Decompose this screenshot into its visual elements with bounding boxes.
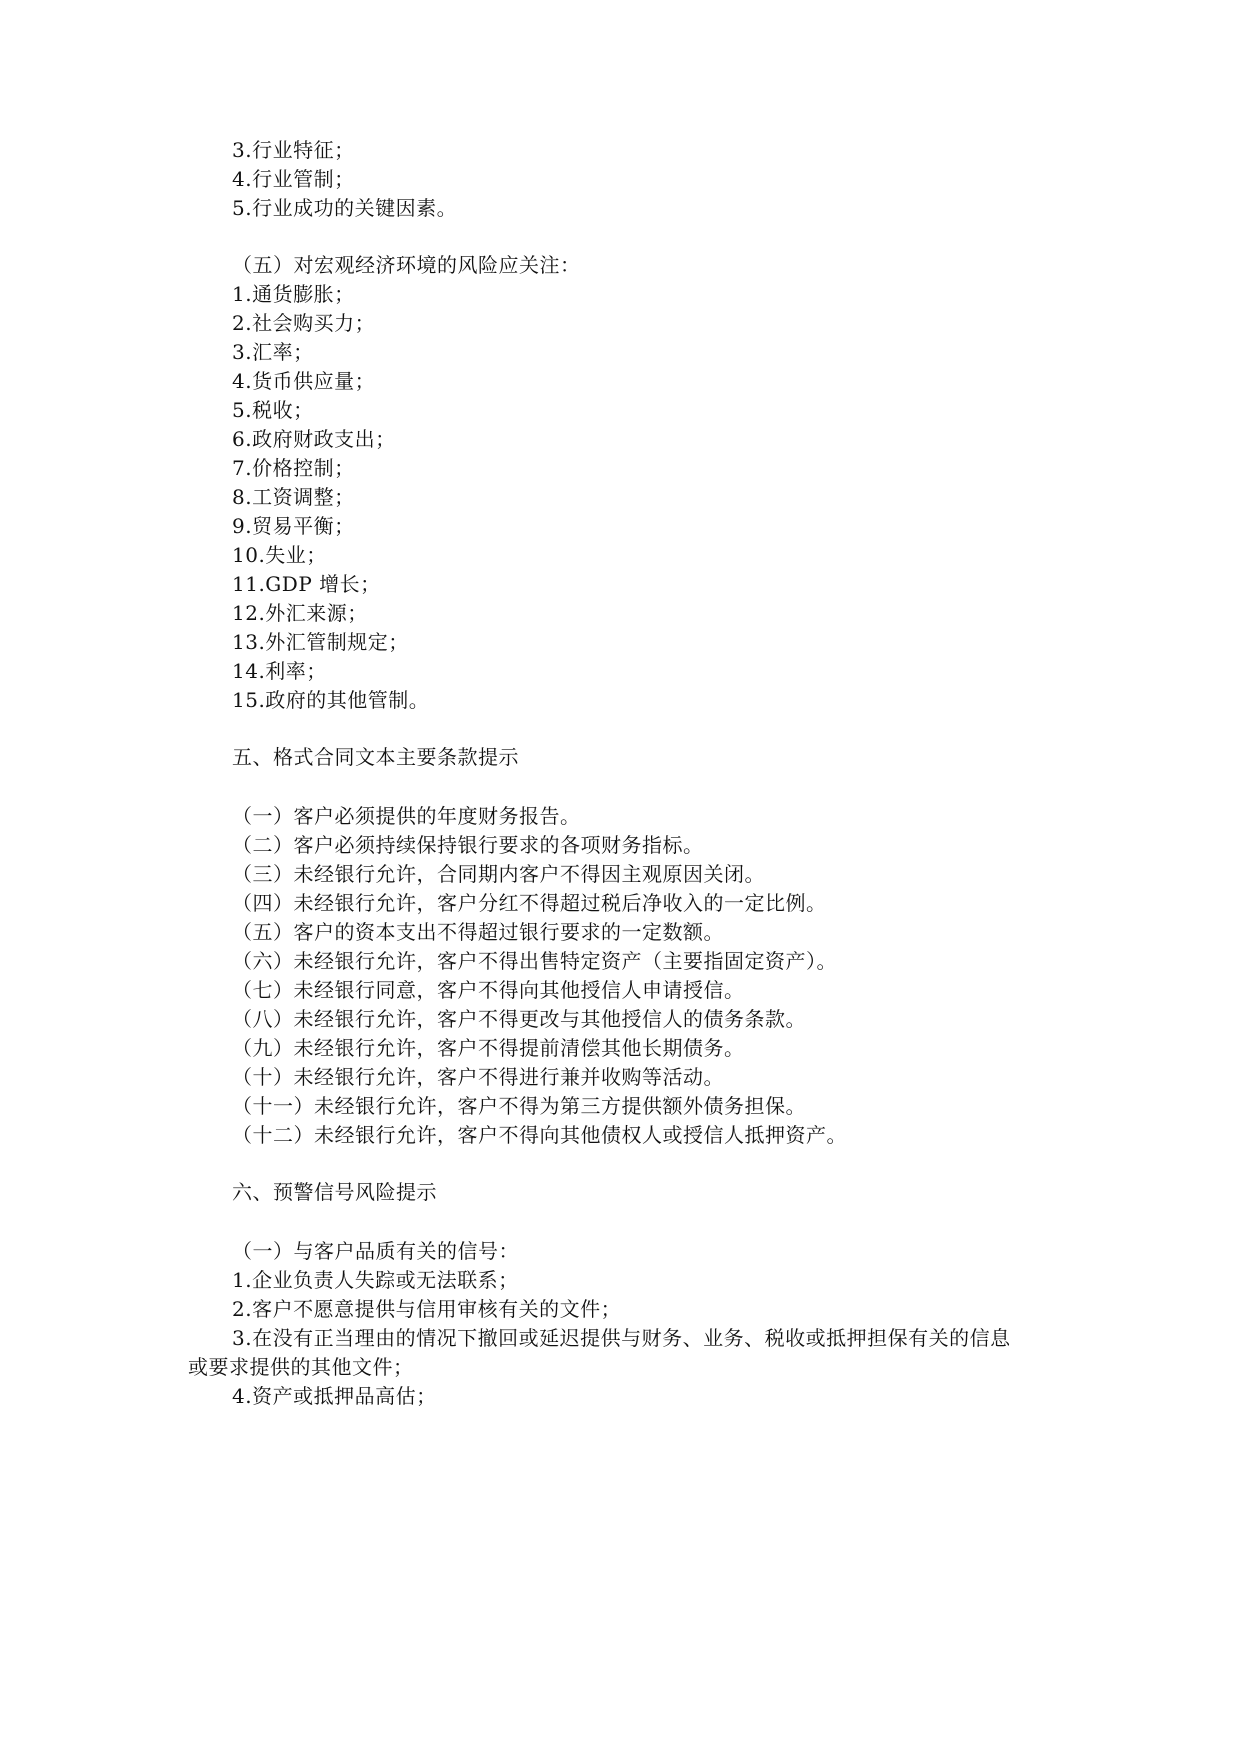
clause-item: （四）未经银行允许，客户分红不得超过税后净收入的一定比例。 [232,891,827,915]
macro-item: 15.政府的其他管制。 [232,688,430,712]
section-title: 六、预警信号风险提示 [232,1180,437,1204]
clause-item: （五）客户的资本支出不得超过银行要求的一定数额。 [232,920,724,944]
macro-item: 7.价格控制； [232,456,355,480]
section-title: 五、格式合同文本主要条款提示 [232,745,519,769]
clause-item: （三）未经银行允许，合同期内客户不得因主观原因关闭。 [232,862,765,886]
clause-item: （二）客户必须持续保持银行要求的各项财务指标。 [232,833,704,857]
macro-item: 9.贸易平衡； [232,514,355,538]
macro-item: 11.GDP 增长； [232,572,381,596]
clause-item: （一）客户必须提供的年度财务报告。 [232,804,581,828]
macro-item: 8.工资调整； [232,485,355,509]
macro-item: 14.利率； [232,659,327,683]
clause-item: （十一）未经银行允许，客户不得为第三方提供额外债务担保。 [232,1094,806,1118]
macro-item: 12.外汇来源； [232,601,368,625]
signal-item: 2.客户不愿意提供与信用审核有关的文件； [232,1297,622,1321]
macro-item: 1.通货膨胀； [232,282,355,306]
macro-item: 5.税收； [232,398,314,422]
macro-item: 4.货币供应量； [232,369,376,393]
macro-item: 6.政府财政支出； [232,427,396,451]
clause-item: （六）未经银行允许，客户不得出售特定资产（主要指固定资产）。 [232,949,837,973]
macro-item: 3.汇率； [232,340,314,364]
industry-item: 4.行业管制； [232,167,355,191]
industry-item: 3.行业特征； [232,138,355,162]
signal-item: 4.资产或抵押品高估； [232,1384,437,1408]
macro-item: 13.外汇管制规定； [232,630,409,654]
signal-subheading: （一）与客户品质有关的信号： [232,1239,519,1263]
signal-item-continuation: 或要求提供的其他文件； [188,1355,414,1379]
industry-item: 5.行业成功的关键因素。 [232,196,458,220]
clause-item: （九）未经银行允许，客户不得提前清偿其他长期债务。 [232,1036,745,1060]
macro-item: 2.社会购买力； [232,311,376,335]
macro-heading: （五）对宏观经济环境的风险应关注： [232,253,581,277]
clause-item: （十二）未经银行允许，客户不得向其他债权人或授信人抵押资产。 [232,1123,847,1147]
signal-item: 1.企业负责人失踪或无法联系； [232,1268,519,1292]
clause-item: （八）未经银行允许，客户不得更改与其他授信人的债务条款。 [232,1007,806,1031]
signal-item: 3.在没有正当理由的情况下撤回或延迟提供与财务、业务、税收或抵押担保有关的信息 [232,1326,1011,1350]
macro-item: 10.失业； [232,543,327,567]
clause-item: （七）未经银行同意，客户不得向其他授信人申请授信。 [232,978,745,1002]
clause-item: （十）未经银行允许，客户不得进行兼并收购等活动。 [232,1065,724,1089]
